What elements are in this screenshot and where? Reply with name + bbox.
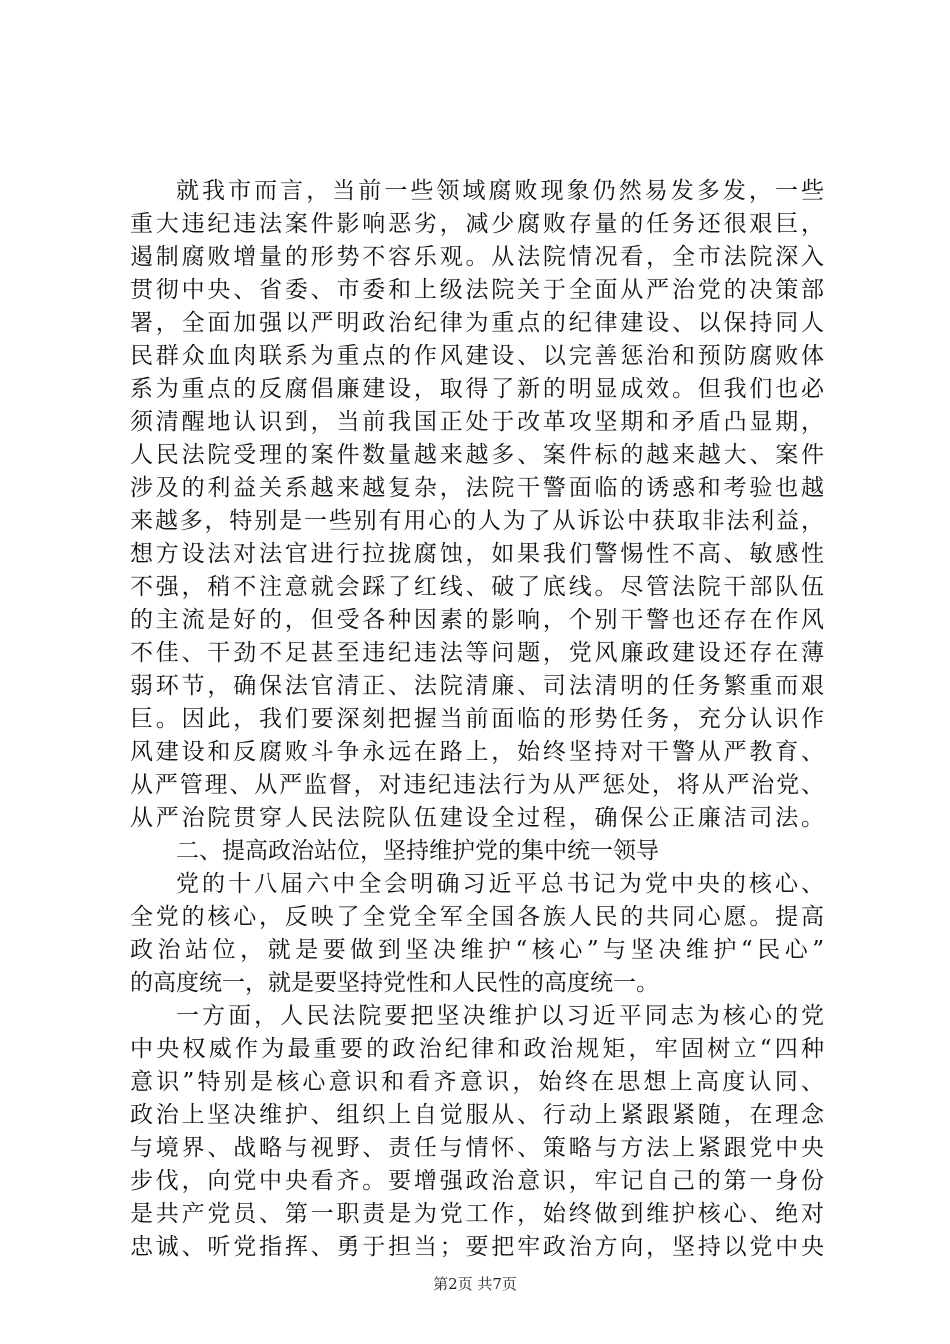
- paragraph-line: 重大违纪违法案件影响恶劣，减少腐败存量的任务还很艰巨，: [130, 211, 824, 237]
- paragraph-line: 想方设法对法官进行拉拢腐蚀，如果我们警惕性不高、敏感性: [130, 541, 824, 567]
- paragraph-line: 的高度统一，就是要坚持党性和人民性的高度统一。: [130, 970, 659, 996]
- paragraph-line: 党的十八届六中全会明确习近平总书记为党中央的核心、: [176, 871, 824, 897]
- paragraph-line: 不强，稍不注意就会踩了红线、破了底线。尽管法院干部队伍: [130, 574, 824, 600]
- paragraph-line: 从严管理、从严监督，对违纪违法行为从严惩处，将从严治党、: [130, 772, 824, 798]
- paragraph-line: 须清醒地认识到，当前我国正处于改革攻坚期和矛盾凸显期，: [130, 409, 824, 435]
- paragraph-line: 巨。因此，我们要深刻把握当前面临的形势任务，充分认识作: [130, 706, 824, 732]
- paragraph-line: 全党的核心，反映了全党全军全国各族人民的共同心愿。提高: [130, 904, 824, 930]
- paragraph-line: 风建设和反腐败斗争永远在路上，始终坚持对干警从严教育、: [130, 739, 824, 765]
- paragraph-line: 中央权威作为最重要的政治纪律和政治规矩，牢固树立“四种: [130, 1036, 824, 1062]
- paragraph-line: 从严治院贯穿人民法院队伍建设全过程，确保公正廉洁司法。: [130, 805, 824, 831]
- paragraph-line: 政治上坚决维护、组织上自觉服从、行动上紧跟紧随，在理念: [130, 1102, 824, 1128]
- paragraph-line: 系为重点的反腐倡廉建设，取得了新的明显成效。但我们也必: [130, 376, 824, 402]
- paragraph-line: 遏制腐败增量的形势不容乐观。从法院情况看，全市法院深入: [130, 244, 824, 270]
- paragraph-line: 贯彻中央、省委、市委和上级法院关于全面从严治党的决策部: [130, 277, 824, 303]
- paragraph-line: 的主流是好的，但受各种因素的影响，个别干警也还存在作风: [130, 607, 824, 633]
- paragraph-line: 人民法院受理的案件数量越来越多、案件标的越来越大、案件: [130, 442, 824, 468]
- section-heading: 二、提高政治站位，坚持维护党的集中统一领导: [176, 838, 659, 864]
- page-number-footer: 第2页 共7页: [433, 1275, 517, 1293]
- paragraph-line: 不佳、干劲不足甚至违纪违法等问题，党风廉政建设还存在薄: [130, 640, 824, 666]
- paragraph-line: 与境界、战略与视野、责任与情怀、策略与方法上紧跟党中央: [130, 1135, 824, 1161]
- paragraph-line: 意识”特别是核心意识和看齐意识，始终在思想上高度认同、: [130, 1069, 824, 1095]
- paragraph-line: 弱环节，确保法官清正、法院清廉、司法清明的任务繁重而艰: [130, 673, 824, 699]
- paragraph-line: 忠诚、听党指挥、勇于担当；要把牢政治方向，坚持以党中央: [130, 1234, 824, 1260]
- paragraph-line: 是共产党员、第一职责是为党工作，始终做到维护核心、绝对: [130, 1201, 824, 1227]
- paragraph-line: 步伐，向党中央看齐。要增强政治意识，牢记自己的第一身份: [130, 1168, 824, 1194]
- paragraph-line: 署，全面加强以严明政治纪律为重点的纪律建设、以保持同人: [130, 310, 824, 336]
- paragraph-line: 涉及的利益关系越来越复杂，法院干警面临的诱惑和考验也越: [130, 475, 824, 501]
- paragraph-line: 一方面，人民法院要把坚决维护以习近平同志为核心的党: [176, 1003, 824, 1029]
- paragraph-line: 民群众血肉联系为重点的作风建设、以完善惩治和预防腐败体: [130, 343, 824, 369]
- paragraph-line: 来越多，特别是一些别有用心的人为了从诉讼中获取非法利益，: [130, 508, 824, 534]
- paragraph-line: 政治站位，就是要做到坚决维护“核心”与坚决维护“民心”: [130, 937, 824, 963]
- paragraph-line: 就我市而言，当前一些领域腐败现象仍然易发多发，一些: [176, 178, 824, 204]
